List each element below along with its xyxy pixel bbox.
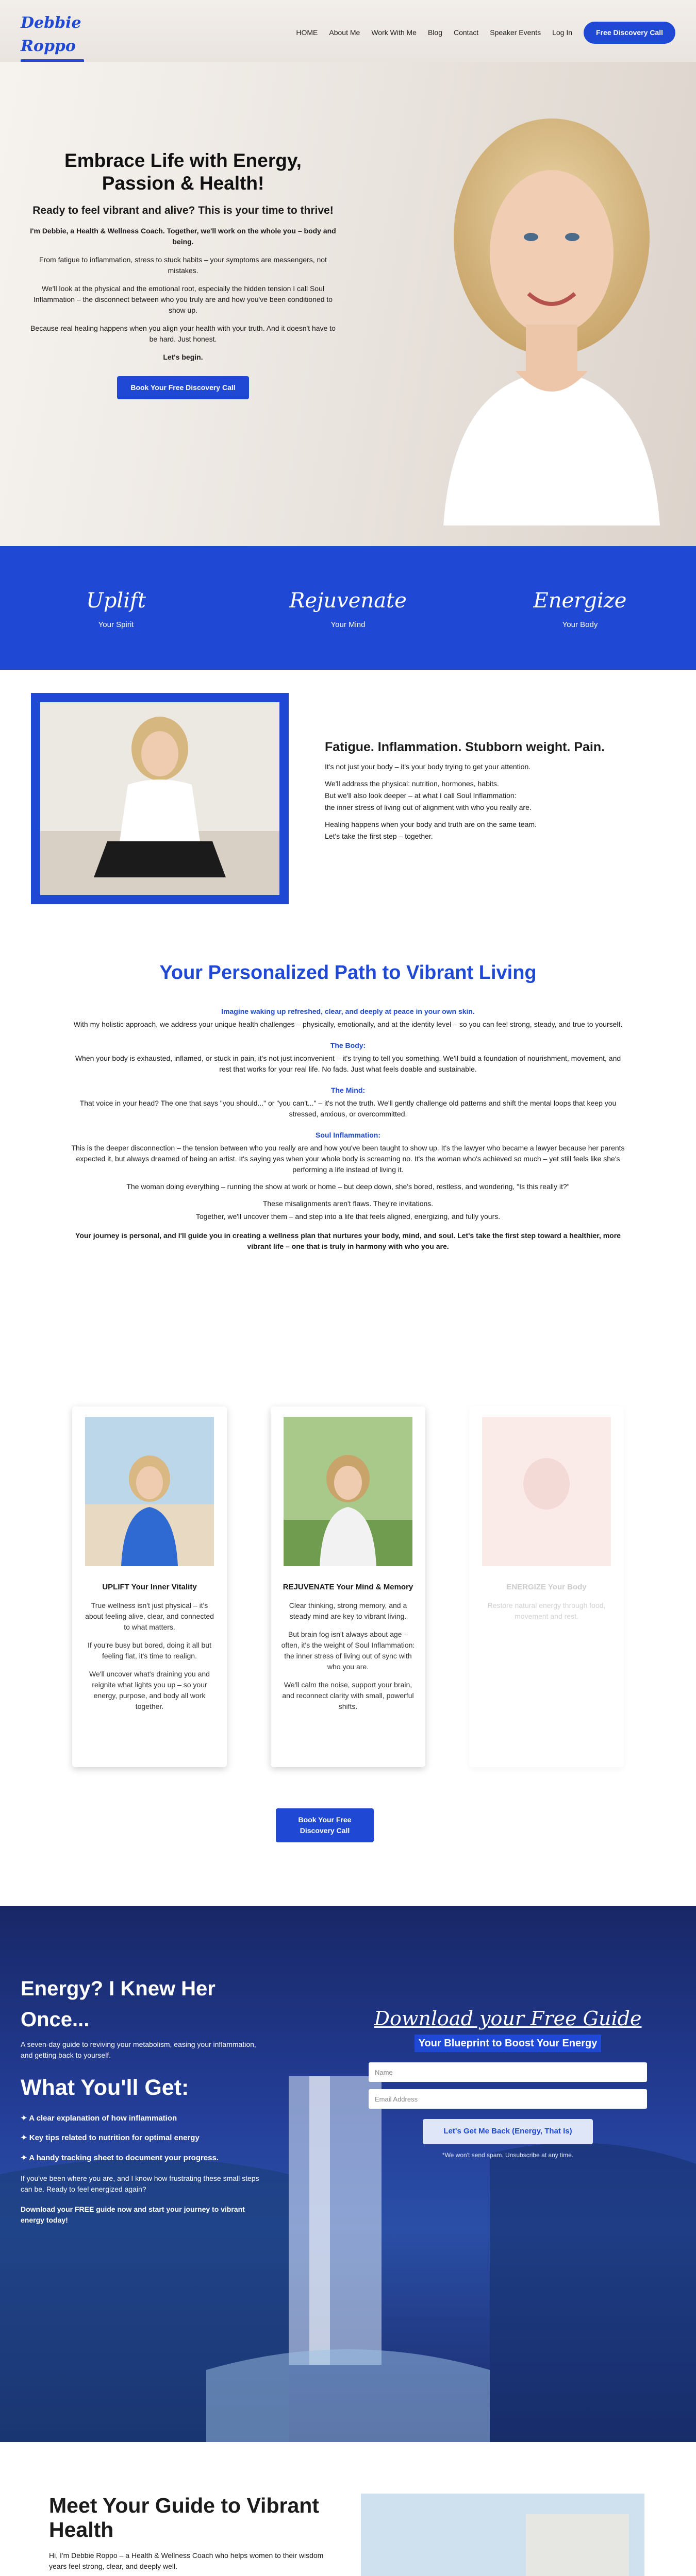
- nav-speaker-events[interactable]: Speaker Events: [490, 28, 541, 37]
- hero-intro: I'm Debbie, a Health & Wellness Coach. Together, we'll work on the whole you – body and being.: [30, 227, 336, 246]
- card-paragraph: But brain fog isn't always about age – often, it's the weight of Soul Inflammation: the inner stress of living out of sync with who you are.: [281, 1630, 415, 1671]
- guide-title: Meet Your Guide to Vibrant Health: [49, 2494, 319, 2542]
- card-image-beach: [85, 1417, 214, 1566]
- fatigue-paragraph: We'll address the physical: nutrition, hormones, habits.: [325, 779, 499, 788]
- site-header: [0, 0, 696, 62]
- energy-subtitle: What You'll Get:: [21, 2075, 189, 2100]
- fatigue-text: [325, 739, 634, 842]
- fatigue-paragraph: But we'll also look deeper – at what I call Soul Inflammation:: [325, 791, 517, 800]
- personalized-path-section: [0, 927, 696, 1381]
- path-paragraph: Together, we'll uncover them – and step into a life that feels aligned, energizing, and fully yours.: [195, 1212, 501, 1221]
- hero-section: [0, 62, 696, 546]
- logo-script: Debbie Roppo: [21, 14, 81, 55]
- nav-about[interactable]: About Me: [329, 28, 360, 37]
- card-energize: [469, 1406, 624, 1767]
- name-input[interactable]: Name: [369, 2062, 647, 2082]
- nav-work-with-me[interactable]: Work With Me: [371, 28, 417, 37]
- path-paragraph: That voice in your head? The one that says "you should..." or "you can't..." – it's not the truth. We'll gently challenge old patterns and shift the mental loops that keep you stressed, anxious, or overcommitted.: [79, 1099, 617, 1118]
- fatigue-paragraph: the inner stress of living out of alignment with who you really are.: [325, 803, 532, 812]
- fatigue-title: Fatigue. Inflammation. Stubborn weight. Pain.: [325, 740, 605, 754]
- path-title: Your Personalized Path to Vibrant Living: [159, 962, 537, 984]
- card-paragraph: We'll uncover what's draining you and reignite what lights you up – so your energy, purpose, and body all work together.: [89, 1670, 210, 1710]
- hero-paragraph: We'll look at the physical and the emotional root, especially the hidden tension I call Soul Inflammation – the disconnect between who you truly are and how you've been conditioned to show up.: [33, 284, 333, 315]
- card-title: UPLIFT Your Inner Vitality: [102, 1582, 197, 1591]
- path-paragraph: When your body is exhausted, inflamed, or stuck in pain, it's not just inconvenient – it's trying to tell you something. We'll build a foundation of nourishment, movement, and rest that works for your real life. No fads. Just what feels doable and sustainable.: [75, 1054, 621, 1073]
- cards-discovery-call-button[interactable]: Book Your Free Discovery Call: [276, 1808, 374, 1842]
- pillar-title: Rejuvenate: [289, 588, 407, 613]
- hero-paragraph: Because real healing happens when you align your health with your truth. And it doesn't have to be hard. Just honest.: [30, 324, 336, 344]
- free-discovery-call-button[interactable]: Free Discovery Call: [584, 22, 675, 44]
- logo[interactable]: [21, 11, 124, 55]
- hero-title: Embrace Life with Energy, Passion & Health!: [64, 150, 302, 194]
- path-heading: The Mind:: [330, 1086, 366, 1094]
- pillar-sub: Your Body: [562, 620, 598, 629]
- energy-info: [21, 1973, 263, 2226]
- pillar-sub: Your Mind: [330, 620, 366, 629]
- path-heading: The Body:: [330, 1041, 366, 1049]
- card-paragraph: Restore natural energy through food, movement and rest.: [487, 1601, 606, 1620]
- hero-lets-begin: Let's begin.: [163, 353, 203, 362]
- path-paragraph: This is the deeper disconnection – the tension between who you really are and how you've been taught to show up. It's the lawyer who became a lawyer because her parents expected it, but always dreamed of being an artist. It's saying yes when your whole body is screaming no. It's the woman who's achieved so much – yet still feels like she's performing a life instead of living it.: [71, 1144, 625, 1174]
- card-title: ENERGIZE Your Body: [506, 1582, 587, 1591]
- fatigue-paragraph: Healing happens when your body and truth are on the same team.: [325, 820, 537, 829]
- benefit-item: ✦ A handy tracking sheet to document your progress.: [21, 2153, 219, 2162]
- fatigue-section: [0, 670, 696, 927]
- sitting-portrait: [40, 702, 279, 895]
- sitting-portrait-frame: [31, 693, 289, 904]
- hero-portrait: [423, 82, 665, 526]
- card-paragraph: We'll calm the noise, support your brain, and reconnect clarity with small, powerful shifts.: [282, 1681, 414, 1710]
- benefit-text: Key tips related to nutrition for optimal energy: [29, 2133, 200, 2142]
- path-paragraph: The woman doing everything – running the show at work or home – but deep down, she's bored, restless, and wondering, "Is this really it?": [126, 1182, 570, 1191]
- nav-contact[interactable]: Contact: [454, 28, 479, 37]
- nav-blog[interactable]: Blog: [427, 28, 442, 37]
- hero-text: [28, 149, 338, 399]
- path-heading: Imagine waking up refreshed, clear, and deeply at peace in your own skin.: [221, 1007, 475, 1015]
- meet-guide-section: [0, 2442, 696, 2576]
- nav-home[interactable]: HOME: [296, 28, 318, 37]
- fatigue-paragraph: Let's take the first step – together.: [325, 832, 433, 841]
- card-paragraph: Clear thinking, strong memory, and a steady mind are key to vibrant living.: [289, 1601, 407, 1620]
- book-discovery-call-button[interactable]: Book Your Free Discovery Call: [117, 376, 248, 399]
- card-uplift: [72, 1406, 227, 1767]
- card-title: REJUVENATE Your Mind & Memory: [283, 1582, 413, 1591]
- benefit-text: A handy tracking sheet to document your progress.: [29, 2153, 219, 2162]
- fatigue-paragraph: It's not just your body – it's your body trying to get your attention.: [325, 762, 531, 771]
- guide-text: [49, 2494, 327, 2576]
- email-input[interactable]: Email Address: [369, 2089, 647, 2109]
- hero-paragraph: From fatigue to inflammation, stress to stuck habits – your symptoms are messengers, not mistakes.: [39, 256, 327, 275]
- pillars-band: [0, 546, 696, 670]
- card-image-park: [284, 1417, 412, 1566]
- benefit-item: ✦ A clear explanation of how inflammation: [21, 2113, 177, 2123]
- pillar-uplift: [39, 585, 193, 631]
- energy-download-cta: Download your FREE guide now and start your journey to vibrant energy today!: [21, 2205, 245, 2224]
- card-image-red: [482, 1417, 611, 1566]
- benefit-item: ✦ Key tips related to nutrition for optimal energy: [21, 2133, 200, 2142]
- card-paragraph: True wellness isn't just physical – it's about feeling alive, clear, and connected to what matters.: [85, 1601, 214, 1631]
- free-guide-form: [369, 2004, 647, 2160]
- card-paragraph: If you're busy but bored, doing it all but feeling flat, it's time to realign.: [87, 1641, 212, 1660]
- guide-paragraph: Hi, I'm Debbie Roppo – a Health & Wellness Coach who helps women to their wisdom years feel strong, clear, and deeply well.: [49, 2551, 324, 2571]
- energy-guide-section: [0, 1906, 696, 2442]
- spam-note: *We won't send spam. Unsubscribe at any time.: [442, 2151, 574, 2159]
- form-title: Download your Free Guide: [374, 2007, 642, 2030]
- pillar-energize: [503, 585, 657, 631]
- guide-portrait: [361, 2494, 644, 2576]
- path-closing: Your journey is personal, and I'll guide you in creating a wellness plan that nurtures your body, mind, and soul. Let's take the first step toward a healthier, more vibrant life – one that is truly in harmony with who you are.: [75, 1231, 621, 1250]
- path-paragraph: With my holistic approach, we address your unique health challenges – physically, emotionally, and at the identity level – so you can feel strong, steady, and true to yourself.: [73, 1020, 623, 1028]
- benefit-text: A clear explanation of how inflammation: [29, 2113, 177, 2123]
- form-subtitle: Your Blueprint to Boost Your Energy: [415, 2035, 602, 2052]
- main-nav: [296, 22, 675, 44]
- pillar-title: Uplift: [86, 588, 146, 613]
- nav-log-in[interactable]: Log In: [552, 28, 573, 37]
- energy-intro: A seven-day guide to reviving your metabolism, easing your inflammation, and getting back to yourself.: [21, 2040, 256, 2059]
- get-guide-button[interactable]: Let's Get Me Back (Energy, That Is): [423, 2119, 592, 2144]
- pillar-rejuvenate: [271, 585, 425, 631]
- pillar-cards-section: [0, 1381, 696, 1906]
- hero-subtitle: Ready to feel vibrant and alive? This is your time to thrive!: [32, 204, 334, 216]
- pillar-title: Energize: [533, 588, 627, 613]
- pillar-sub: Your Spirit: [98, 620, 134, 629]
- path-heading: Soul Inflammation:: [316, 1131, 380, 1139]
- benefit-list: [21, 2113, 263, 2164]
- energy-title: Energy? I Knew Her Once...: [21, 1977, 216, 2031]
- energy-paragraph: If you've been where you are, and I know how frustrating these small steps can be. Ready to feel energized again?: [21, 2174, 259, 2193]
- card-rejuvenate: [271, 1406, 425, 1767]
- path-paragraph: These misalignments aren't flaws. They're invitations.: [262, 1199, 434, 1208]
